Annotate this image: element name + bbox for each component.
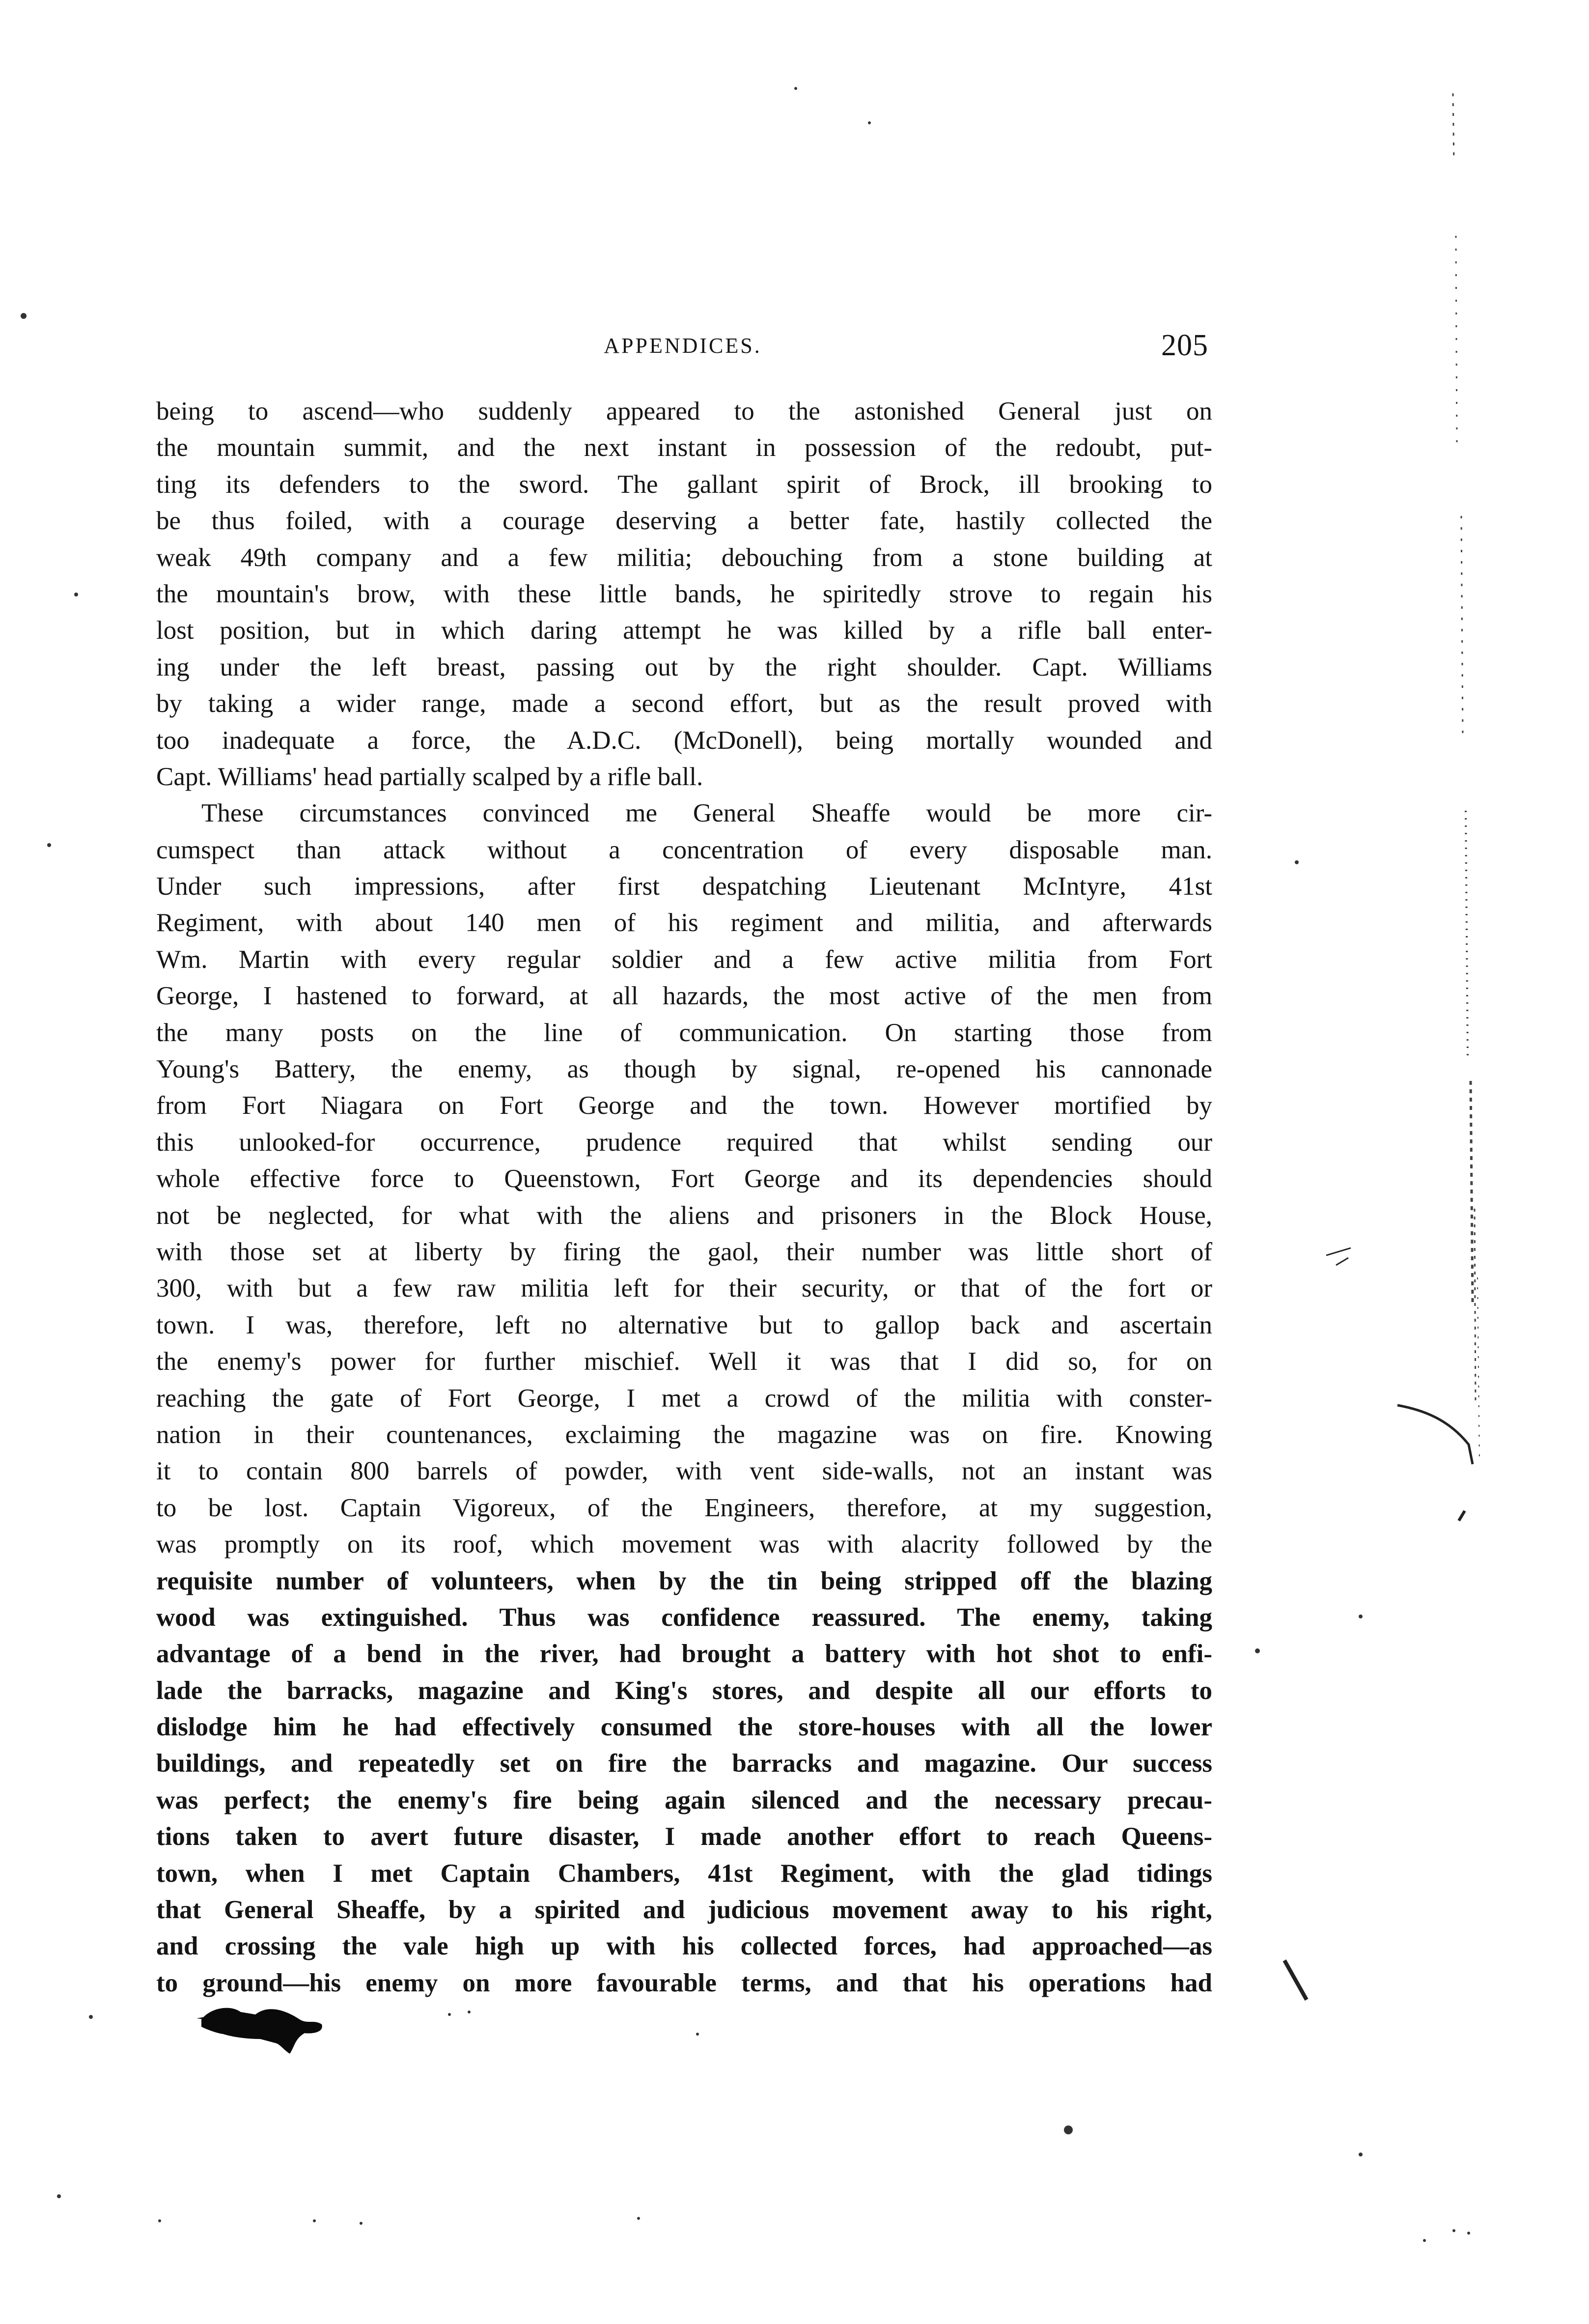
text-line: the many posts on the line of communication. On starting those from bbox=[156, 1018, 1212, 1047]
running-title: APPENDICES. bbox=[604, 334, 762, 358]
text-line: lade the barracks, magazine and King's stores, and despite all our efforts to bbox=[156, 1676, 1212, 1705]
text-line: with those set at liberty by firing the gaol, their number was little short of bbox=[156, 1237, 1212, 1266]
text-line: was perfect; the enemy's fire being again silenced and the necessary precau- bbox=[156, 1786, 1212, 1814]
text-line: whole effective force to Queenstown, Fort George and its dependencies should bbox=[156, 1164, 1212, 1193]
text-line: too inadequate a force, the A.D.C. (McDonell), being mortally wounded and bbox=[156, 726, 1212, 755]
text-line: advantage of a bend in the river, had brought a battery with hot shot to enfi- bbox=[156, 1640, 1212, 1669]
text-line: being to ascend—who suddenly appeared to the astonished General just on bbox=[156, 397, 1212, 425]
ink-blot bbox=[196, 2008, 322, 2054]
text-line: requisite number of volunteers, when by the tin being stripped off the blazing bbox=[156, 1566, 1212, 1595]
running-header bbox=[157, 328, 1208, 368]
text-line: ting its defenders to the sword. The gallant spirit of Brock, ill brooking to bbox=[156, 470, 1212, 499]
text-line: not be neglected, for what with the aliens and prisoners in the Block House, bbox=[156, 1201, 1212, 1230]
text-line: and crossing the vale high up with his collected forces, had approached—as bbox=[156, 1932, 1212, 1961]
text-line: it to contain 800 barrels of powder, with vent side-walls, not an instant was bbox=[156, 1457, 1212, 1486]
text-line: buildings, and repeatedly set on fire the barracks and magazine. Our success bbox=[156, 1749, 1212, 1778]
text-line: ing under the left breast, passing out by the right shoulder. Capt. Williams bbox=[156, 652, 1212, 681]
text-line: cumspect than attack without a concentration of every disposable man. bbox=[156, 835, 1212, 864]
text-line: weak 49th company and a few militia; debouching from a stone building at bbox=[156, 543, 1212, 572]
text-line: town, when I met Captain Chambers, 41st Regiment, with the glad tidings bbox=[156, 1859, 1212, 1888]
text-line: the mountain's brow, with these little bands, he spiritedly strove to regain his bbox=[156, 579, 1212, 608]
text-line: town. I was, therefore, left no alternative but to gallop back and ascertain bbox=[156, 1310, 1212, 1339]
text-line: was promptly on its roof, which movement was with alacrity followed by the bbox=[156, 1530, 1212, 1559]
text-line: by taking a wider range, made a second effort, but as the result proved with bbox=[156, 689, 1212, 718]
text-line: that General Sheaffe, by a spirited and judicious movement away to his right, bbox=[156, 1896, 1212, 1925]
text-line: the mountain summit, and the next instant in possession of the redoubt, put- bbox=[156, 433, 1212, 462]
text-line: this unlooked-for occurrence, prudence required that whilst sending our bbox=[156, 1128, 1212, 1157]
text-line: Wm. Martin with every regular soldier and a few active militia from Fort bbox=[156, 945, 1212, 974]
text-line: Young's Battery, the enemy, as though by signal, re-opened his cannonade bbox=[156, 1055, 1212, 1084]
paragraph-2 bbox=[156, 795, 1212, 2001]
text-line: Regiment, with about 140 men of his regiment and militia, and afterwards bbox=[156, 908, 1212, 937]
body-text bbox=[156, 393, 1212, 2001]
text-line: be thus foiled, with a courage deserving a better fate, hastily collected the bbox=[156, 507, 1212, 536]
text-line: dislodge him he had effectively consumed the store-houses with all the lower bbox=[156, 1713, 1212, 1742]
text-line: nation in their countenances, exclaiming the magazine was on fire. Knowing bbox=[156, 1420, 1212, 1449]
text-line: Capt. Williams' head partially scalped by a rifle ball. bbox=[156, 762, 703, 791]
text-line: George, I hastened to forward, at all hazards, the most active of the men from bbox=[156, 982, 1212, 1011]
text-line: the enemy's power for further mischief. Well it was that I did so, for on bbox=[156, 1347, 1212, 1376]
text-line: tions taken to avert future disaster, I made another effort to reach Queens- bbox=[156, 1822, 1212, 1851]
text-line: to be lost. Captain Vigoreux, of the Engineers, therefore, at my suggestion, bbox=[156, 1493, 1212, 1522]
text-line: reaching the gate of Fort George, I met a crowd of the militia with conster- bbox=[156, 1384, 1212, 1413]
text-line: Under such impressions, after first despatching Lieutenant McIntyre, 41st bbox=[156, 872, 1212, 901]
heavy-ink-section bbox=[156, 1563, 1212, 2002]
text-line: These circumstances convinced me General Sheaffe would be more cir- bbox=[201, 799, 1212, 828]
text-line: wood was extinguished. Thus was confidence reassured. The enemy, taking bbox=[156, 1603, 1212, 1632]
gutter-shadow bbox=[1453, 93, 1479, 1464]
page-number: 205 bbox=[1161, 329, 1208, 362]
text-line: to ground—his enemy on more favourable terms, and that his operations had bbox=[156, 1968, 1212, 1997]
paragraph-1 bbox=[156, 393, 1212, 795]
text-line: from Fort Niagara on Fort George and the town. However mortified by bbox=[156, 1091, 1212, 1120]
text-line: lost position, but in which daring attempt he was killed by a rifle ball enter- bbox=[156, 616, 1212, 645]
text-line: 300, with but a few raw militia left for their security, or that of the fort or bbox=[156, 1274, 1212, 1303]
